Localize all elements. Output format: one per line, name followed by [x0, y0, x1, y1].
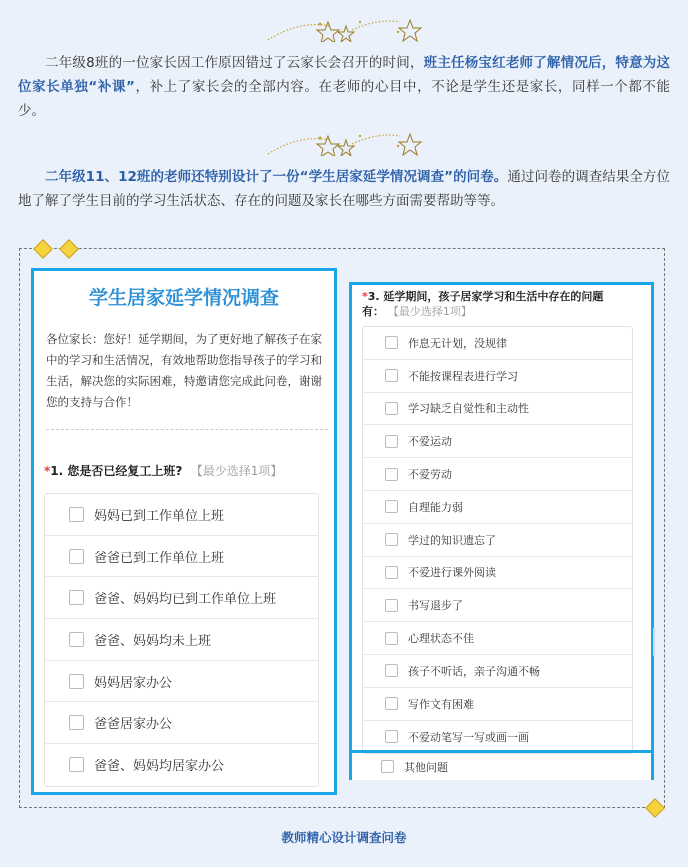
checkbox-option[interactable] [45, 536, 318, 578]
divider [46, 429, 328, 430]
option-label: 自理能力弱 [408, 500, 463, 514]
survey-screenshot-right-lower [349, 753, 654, 780]
paragraph-2-highlight: 二年级11、12班的老师还特别设计了一份“学生居家延学情况调查”的问卷。 [45, 169, 508, 185]
checkbox-option[interactable] [363, 688, 632, 721]
checkbox-icon[interactable] [385, 500, 398, 513]
option-label: 书写退步了 [408, 599, 463, 613]
question-1-hint: 【最少选择1项】 [190, 464, 283, 478]
option-label: 学过的知识遗忘了 [408, 533, 496, 547]
checkbox-option[interactable] [363, 393, 632, 426]
option-label: 妈妈居家办公 [94, 675, 173, 691]
checkbox-option[interactable] [363, 491, 632, 524]
paragraph-1-text-end: ，补上了家长会的全部内容。在老师的心目中，不论是学生还是家长，同样一个都不能少。 [18, 79, 671, 119]
option-label: 不爱进行课外阅读 [408, 566, 496, 580]
checkbox-icon[interactable] [385, 402, 398, 415]
paragraph-1-text: 二年级8班的一位家长因工作原因错过了云家长会召开的时间， [45, 55, 424, 71]
checkbox-icon[interactable] [385, 632, 398, 645]
option-label: 心理状态不佳 [408, 632, 474, 646]
checkbox-icon[interactable] [385, 697, 398, 710]
question-3-title [362, 289, 632, 319]
checkbox-icon[interactable] [69, 674, 84, 689]
option-label: 作息无计划，没规律 [408, 336, 507, 350]
survey-screenshot-right [349, 282, 654, 780]
checkbox-option[interactable] [45, 744, 318, 786]
checkbox-icon[interactable] [385, 599, 398, 612]
paragraph-1-highlight: 班主任杨宝红老师了解情况后，特意为这位家长单独“补课” [18, 55, 671, 95]
scrollbar[interactable] [653, 628, 655, 656]
checkbox-option[interactable] [363, 524, 632, 557]
checkbox-icon[interactable] [69, 590, 84, 605]
checkbox-icon[interactable] [385, 435, 398, 448]
checkbox-icon[interactable] [385, 336, 398, 349]
question-3-options [362, 326, 633, 754]
question-1-text: 1. 您是否已经复工上班? [50, 464, 183, 478]
checkbox-option[interactable] [363, 655, 632, 688]
checkbox-option[interactable] [363, 360, 632, 393]
article-paragraph-1 [18, 51, 670, 123]
checkbox-option[interactable] [363, 721, 632, 754]
checkbox-icon[interactable] [381, 760, 394, 773]
option-label: 学习缺乏自觉性和主动性 [408, 402, 529, 416]
paragraph-2-text: 通过问卷的调查结果全方位地了解了学生目前的学习生活状态、存在的问题及家长在哪些方面需要帮助等等。 [18, 169, 670, 209]
checkbox-icon[interactable] [69, 757, 84, 772]
option-label: 爸爸、妈妈均已到工作单位上班 [94, 592, 277, 608]
checkbox-icon[interactable] [385, 566, 398, 579]
question-1-title [44, 463, 329, 480]
option-label: 不爱劳动 [408, 468, 452, 482]
checkbox-option[interactable] [45, 494, 318, 536]
option-label: 爸爸居家办公 [94, 717, 173, 733]
question-1-options [44, 493, 319, 787]
checkbox-option[interactable] [363, 327, 632, 360]
checkbox-option[interactable] [45, 577, 318, 619]
option-label: 妈妈已到工作单位上班 [94, 508, 225, 524]
checkbox-option[interactable] [45, 661, 318, 703]
star-divider-icon [0, 126, 688, 156]
question-3-text: 3. 延学期间，孩子居家学习和生活中存在的问题有： [362, 290, 604, 318]
question-3-hint: 【最少选择1项】 [387, 305, 472, 318]
survey-screenshot-left [31, 268, 337, 795]
article-paragraph-2 [18, 165, 670, 213]
option-label: 不爱动笔写一写或画一画 [408, 730, 529, 744]
option-label: 写作文有困难 [408, 697, 474, 711]
checkbox-icon[interactable] [385, 369, 398, 382]
image-caption: 教师精心设计调查问卷 [281, 830, 407, 845]
checkbox-option[interactable] [45, 702, 318, 744]
checkbox-option[interactable] [363, 425, 632, 458]
required-mark: * [362, 290, 368, 303]
checkbox-option[interactable] [363, 458, 632, 491]
required-mark: * [44, 464, 51, 478]
option-label: 不爱运动 [408, 435, 452, 449]
survey-title: 学生居家延学情况调查 [88, 287, 279, 309]
checkbox-option[interactable] [349, 753, 654, 780]
star-divider-icon [0, 12, 688, 42]
option-label: 其他问题 [404, 760, 448, 774]
checkbox-icon[interactable] [385, 533, 398, 546]
checkbox-option[interactable] [363, 589, 632, 622]
checkbox-option[interactable] [363, 622, 632, 655]
checkbox-icon[interactable] [69, 715, 84, 730]
option-label: 不能按课程表进行学习 [408, 369, 518, 383]
option-label: 爸爸已到工作单位上班 [94, 550, 225, 566]
checkbox-option[interactable] [363, 557, 632, 590]
checkbox-icon[interactable] [69, 549, 84, 564]
option-label: 爸爸、妈妈均未上班 [94, 633, 212, 649]
option-label: 孩子不听话，亲子沟通不畅 [408, 664, 540, 678]
checkbox-icon[interactable] [385, 664, 398, 677]
checkbox-icon[interactable] [69, 632, 84, 647]
checkbox-icon[interactable] [385, 468, 398, 481]
checkbox-option[interactable] [45, 619, 318, 661]
checkbox-icon[interactable] [385, 730, 398, 743]
checkbox-icon[interactable] [69, 507, 84, 522]
survey-intro: 各位家长：您好！延学期间，为了更好地了解孩子在家中的学习和生活情况，有效地帮助您指导孩子的学习和生活，解决您的实际困难，特邀请您完成此问卷，谢谢您的支持与合作！ [46, 332, 322, 409]
option-label: 爸爸、妈妈均居家办公 [94, 759, 225, 775]
